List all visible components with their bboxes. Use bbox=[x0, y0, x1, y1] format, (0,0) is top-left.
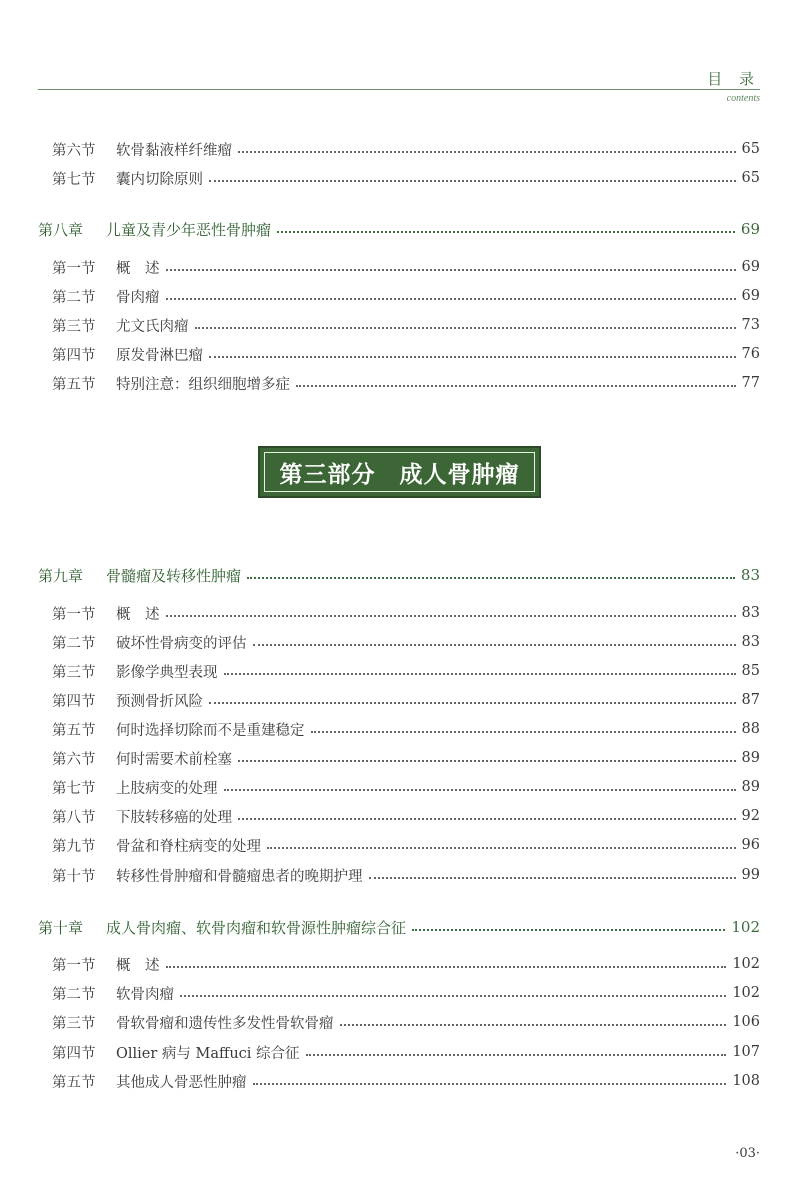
entry-title: 何时需要术前栓塞 bbox=[116, 751, 232, 768]
page-number: ·03· bbox=[735, 1146, 760, 1161]
toc-chapter[interactable] bbox=[38, 916, 760, 938]
entry-page: 69 bbox=[741, 288, 760, 304]
entry-title: 概 述 bbox=[116, 260, 160, 277]
entry-page: 92 bbox=[741, 808, 760, 824]
chapter-title: 儿童及青少年恶性骨肿瘤 bbox=[106, 220, 272, 239]
entry-page: 96 bbox=[741, 837, 760, 853]
toc-entry[interactable] bbox=[52, 285, 760, 307]
entry-title: 尤文氏肉瘤 bbox=[116, 318, 189, 335]
entry-number: 第九节 bbox=[52, 838, 96, 855]
part-banner-title: 第三部分 成人骨肿瘤 bbox=[264, 452, 535, 492]
entry-number: 第四节 bbox=[52, 693, 96, 710]
dot-leader bbox=[180, 995, 726, 997]
toc-entry[interactable] bbox=[52, 631, 760, 653]
dot-leader bbox=[238, 760, 736, 762]
toc-entry[interactable] bbox=[52, 776, 760, 798]
entry-title: 原发骨淋巴瘤 bbox=[116, 347, 203, 364]
toc-entry[interactable] bbox=[52, 1070, 760, 1092]
entry-title: 转移性骨肿瘤和骨髓瘤患者的晚期护理 bbox=[116, 868, 363, 885]
entry-number: 第七节 bbox=[52, 171, 96, 188]
toc-entry[interactable] bbox=[52, 167, 760, 189]
toc-entry[interactable] bbox=[52, 747, 760, 769]
entry-page: 107 bbox=[732, 1044, 760, 1060]
dot-leader bbox=[296, 385, 736, 387]
toc-entry[interactable] bbox=[52, 689, 760, 711]
entry-page: 102 bbox=[732, 985, 760, 1001]
entry-page: 83 bbox=[741, 605, 760, 621]
toc-chapter[interactable] bbox=[38, 564, 760, 586]
entry-title: 何时选择切除而不是重建稳定 bbox=[116, 722, 305, 739]
toc-entry[interactable] bbox=[52, 718, 760, 740]
entry-page: 102 bbox=[732, 956, 760, 972]
entry-number: 第五节 bbox=[52, 1074, 96, 1091]
entry-title: 软骨黏液样纤维瘤 bbox=[116, 142, 232, 159]
entry-number: 第四节 bbox=[52, 347, 96, 364]
header-title: 目 录 bbox=[707, 70, 760, 88]
entry-title: 骨肉瘤 bbox=[116, 289, 160, 306]
entry-page: 87 bbox=[741, 692, 760, 708]
entry-number: 第二节 bbox=[52, 289, 96, 306]
toc-entry[interactable] bbox=[52, 834, 760, 856]
dot-leader bbox=[166, 269, 736, 271]
part-banner bbox=[258, 446, 541, 498]
dot-leader bbox=[306, 1054, 727, 1056]
entry-page: 69 bbox=[741, 259, 760, 275]
entry-title: 概 述 bbox=[116, 606, 160, 623]
entry-page: 89 bbox=[741, 750, 760, 766]
dot-leader bbox=[412, 929, 725, 931]
dot-leader bbox=[209, 702, 736, 704]
entry-number: 第八节 bbox=[52, 809, 96, 826]
entry-page: 83 bbox=[741, 634, 760, 650]
entry-page: 106 bbox=[732, 1014, 760, 1030]
entry-title: 骨盆和脊柱病变的处理 bbox=[116, 838, 261, 855]
chapter-page: 83 bbox=[740, 566, 760, 584]
toc-entry[interactable] bbox=[52, 660, 760, 682]
entry-page: 73 bbox=[741, 317, 760, 333]
dot-leader bbox=[166, 298, 736, 300]
dot-leader bbox=[369, 877, 736, 879]
entry-title: 骨软骨瘤和遗传性多发性骨软骨瘤 bbox=[116, 1015, 334, 1032]
chapter-number: 第八章 bbox=[38, 220, 84, 239]
toc-entry[interactable] bbox=[52, 256, 760, 278]
entry-number: 第四节 bbox=[52, 1045, 96, 1062]
dot-leader bbox=[267, 847, 736, 849]
toc-entry[interactable] bbox=[52, 1011, 760, 1033]
entry-page: 88 bbox=[741, 721, 760, 737]
toc-entry[interactable] bbox=[52, 138, 760, 160]
toc-entry[interactable] bbox=[52, 314, 760, 336]
entry-page: 85 bbox=[741, 663, 760, 679]
entry-number: 第三节 bbox=[52, 318, 96, 335]
entry-number: 第六节 bbox=[52, 142, 96, 159]
entry-title: 预测骨折风险 bbox=[116, 693, 203, 710]
entry-page: 65 bbox=[741, 141, 760, 157]
entry-title: 概 述 bbox=[116, 957, 160, 974]
header-subtitle: contents bbox=[726, 93, 760, 104]
entry-number: 第一节 bbox=[52, 957, 96, 974]
dot-leader bbox=[166, 966, 727, 968]
dot-leader bbox=[340, 1024, 727, 1026]
entry-title: 特别注意：组织细胞增多症 bbox=[116, 376, 290, 393]
dot-leader bbox=[209, 180, 736, 182]
entry-title: 上肢病变的处理 bbox=[116, 780, 218, 797]
entry-number: 第一节 bbox=[52, 606, 96, 623]
entry-number: 第二节 bbox=[52, 635, 96, 652]
header-rule bbox=[38, 89, 760, 90]
toc-entry[interactable] bbox=[52, 343, 760, 365]
entry-number: 第七节 bbox=[52, 780, 96, 797]
chapter-page: 102 bbox=[731, 918, 760, 936]
entry-page: 108 bbox=[732, 1073, 760, 1089]
entry-page: 76 bbox=[741, 346, 760, 362]
dot-leader bbox=[195, 327, 736, 329]
entry-number: 第五节 bbox=[52, 722, 96, 739]
dot-leader bbox=[166, 615, 736, 617]
entry-number: 第二节 bbox=[52, 986, 96, 1003]
entry-number: 第三节 bbox=[52, 1015, 96, 1032]
dot-leader bbox=[209, 356, 736, 358]
entry-number: 第五节 bbox=[52, 376, 96, 393]
dot-leader bbox=[253, 1083, 727, 1085]
dot-leader bbox=[224, 789, 736, 791]
dot-leader bbox=[238, 818, 736, 820]
entry-number: 第三节 bbox=[52, 664, 96, 681]
chapter-number: 第十章 bbox=[38, 918, 84, 937]
entry-number: 第十节 bbox=[52, 868, 96, 885]
dot-leader bbox=[224, 673, 736, 675]
toc-entry[interactable] bbox=[52, 805, 760, 827]
entry-title: 囊内切除原则 bbox=[116, 171, 203, 188]
entry-number: 第六节 bbox=[52, 751, 96, 768]
dot-leader bbox=[247, 577, 735, 579]
entry-title: Ollier 病与 Maffuci 综合征 bbox=[116, 1045, 300, 1062]
entry-title: 软骨肉瘤 bbox=[116, 986, 174, 1003]
entry-title: 下肢转移癌的处理 bbox=[116, 809, 232, 826]
entry-page: 65 bbox=[741, 170, 760, 186]
toc-entry[interactable] bbox=[52, 602, 760, 624]
entry-title: 破坏性骨病变的评估 bbox=[116, 635, 247, 652]
dot-leader bbox=[311, 731, 736, 733]
chapter-title: 成人骨肉瘤、软骨肉瘤和软骨源性肿瘤综合征 bbox=[106, 918, 407, 937]
chapter-number: 第九章 bbox=[38, 566, 84, 585]
entry-page: 77 bbox=[741, 375, 760, 391]
entry-page: 89 bbox=[741, 779, 760, 795]
entry-page: 99 bbox=[741, 867, 760, 883]
chapter-title: 骨髓瘤及转移性肿瘤 bbox=[106, 566, 242, 585]
toc-entry[interactable] bbox=[52, 953, 760, 975]
entry-title: 影像学典型表现 bbox=[116, 664, 218, 681]
chapter-page: 69 bbox=[740, 220, 760, 238]
entry-number: 第一节 bbox=[52, 260, 96, 277]
toc-entry[interactable] bbox=[52, 372, 760, 394]
dot-leader bbox=[253, 644, 736, 646]
toc-chapter[interactable] bbox=[38, 218, 760, 240]
entry-title: 其他成人骨恶性肿瘤 bbox=[116, 1074, 247, 1091]
dot-leader bbox=[277, 231, 735, 233]
toc-entry[interactable] bbox=[52, 982, 760, 1004]
dot-leader bbox=[238, 151, 736, 153]
toc-entry[interactable] bbox=[52, 1041, 760, 1063]
toc-entry[interactable] bbox=[52, 864, 760, 886]
